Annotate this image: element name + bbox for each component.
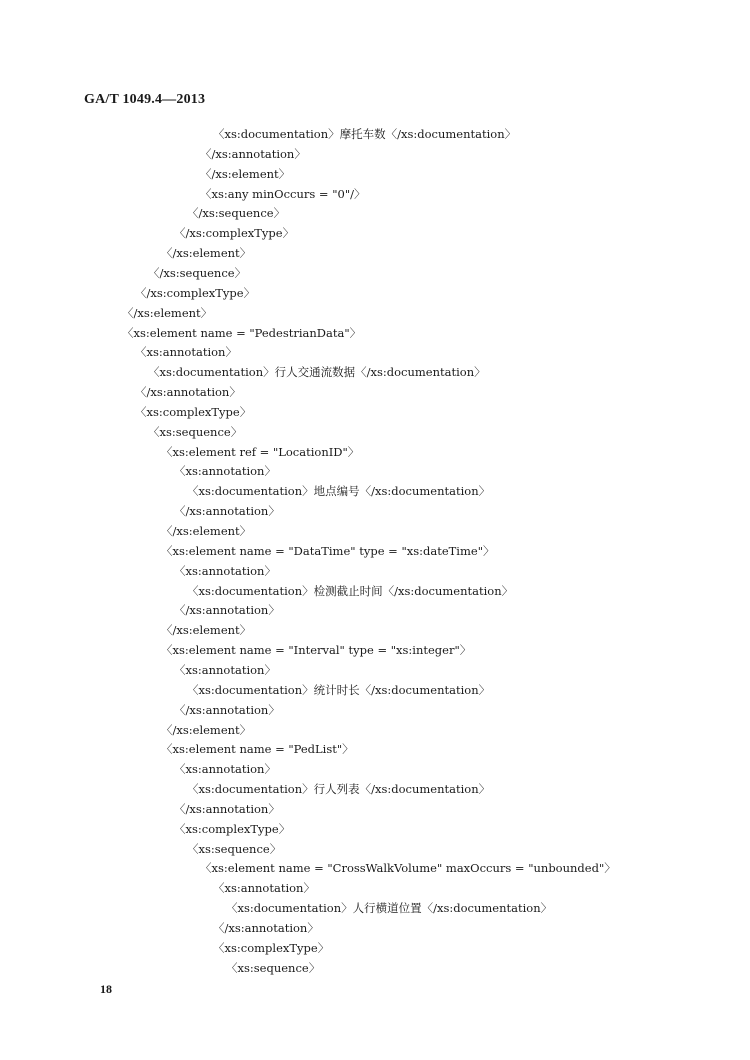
code-line: 〈/xs:annotation〉 <box>174 603 280 618</box>
code-line: 〈xs:sequence〉 <box>226 960 321 975</box>
code-line: 〈xs:complexType〉 <box>213 940 330 955</box>
code-line: 〈xs:sequence〉 <box>187 841 282 856</box>
code-line: 〈/xs:element〉 <box>161 246 252 261</box>
code-line: 〈xs:annotation〉 <box>174 464 276 479</box>
code-line: 〈xs:documentation〉检测截止时间〈/xs:documentation〉 <box>187 583 514 598</box>
code-line: 〈xs:annotation〉 <box>174 662 276 677</box>
code-line: 〈/xs:element〉 <box>161 722 252 737</box>
code-line: 〈xs:annotation〉 <box>213 881 315 896</box>
document-code-header: GA/T 1049.4—2013 <box>84 92 206 107</box>
code-line: 〈/xs:element〉 <box>122 305 213 320</box>
code-line: 〈xs:complexType〉 <box>174 821 291 836</box>
code-line: 〈/xs:annotation〉 <box>174 801 280 816</box>
page-number: 18 <box>100 982 112 996</box>
code-line: 〈xs:documentation〉人行横道位置〈/xs:documentation〉 <box>226 901 553 916</box>
code-line: 〈xs:any minOccurs = "0"/〉 <box>200 186 366 201</box>
code-line: 〈/xs:complexType〉 <box>174 226 295 241</box>
code-line: 〈/xs:annotation〉 <box>200 146 306 161</box>
code-line: 〈xs:annotation〉 <box>174 563 276 578</box>
code-line: 〈/xs:element〉 <box>161 623 252 638</box>
code-line: 〈xs:sequence〉 <box>148 424 243 439</box>
code-line: 〈xs:complexType〉 <box>135 404 252 419</box>
code-line: 〈/xs:sequence〉 <box>187 206 286 221</box>
code-line: 〈xs:element name = "CrossWalkVolume" maxOccurs = "unbounded"〉 <box>200 861 616 876</box>
code-line: 〈/xs:annotation〉 <box>174 504 280 519</box>
code-line: 〈xs:documentation〉摩托车数〈/xs:documentation〉 <box>213 127 517 141</box>
code-line: 〈xs:documentation〉行人列表〈/xs:documentation〉 <box>187 782 491 797</box>
code-line: 〈/xs:element〉 <box>161 524 252 538</box>
code-line: 〈xs:documentation〉行人交通流数据〈/xs:documentation〉 <box>148 365 486 380</box>
code-line: 〈xs:documentation〉统计时长〈/xs:documentation〉 <box>187 682 491 697</box>
code-line: 〈xs:annotation〉 <box>174 762 276 777</box>
code-line: 〈xs:documentation〉地点编号〈/xs:documentation〉 <box>187 484 491 499</box>
code-line: 〈xs:element name = "Interval" type = "xs:integer"〉 <box>161 643 472 658</box>
code-line: 〈/xs:complexType〉 <box>135 285 256 300</box>
code-line: 〈/xs:annotation〉 <box>135 385 241 400</box>
code-line: 〈/xs:element〉 <box>200 166 291 181</box>
code-line: 〈xs:annotation〉 <box>135 345 237 360</box>
code-line: 〈/xs:annotation〉 <box>213 921 319 935</box>
code-line: 〈xs:element ref = "LocationID"〉 <box>161 444 360 459</box>
code-line: 〈/xs:annotation〉 <box>174 702 280 717</box>
code-line: 〈xs:element name = "PedestrianData"〉 <box>122 325 362 340</box>
code-line: 〈xs:element name = "DataTime" type = "xs:dateTime"〉 <box>161 543 495 558</box>
code-line: 〈xs:element name = "PedList"〉 <box>161 742 354 757</box>
code-line: 〈/xs:sequence〉 <box>148 265 247 280</box>
